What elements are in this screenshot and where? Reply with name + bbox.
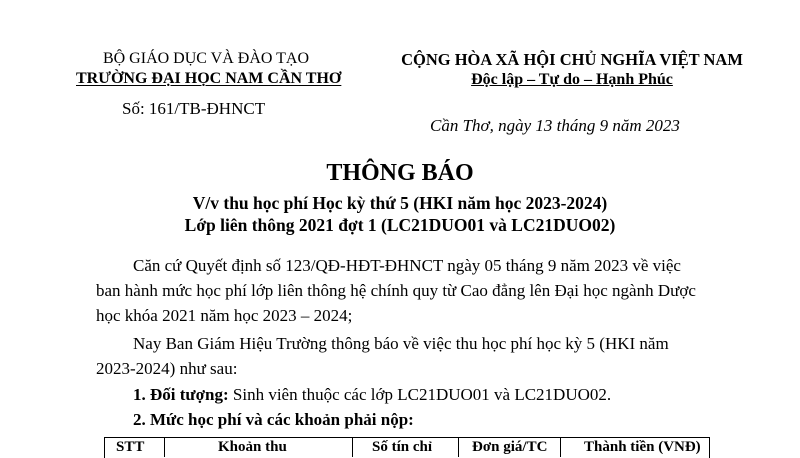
subject-line-1: V/v thu học phí Học kỳ thứ 5 (HKI năm học 2023-2024) [192,193,608,213]
item-1-target [133,385,611,405]
table-col-divider [352,437,353,457]
university-name-text: TRƯỜNG ĐẠI HỌC NAM CẦN THƠ [76,70,342,87]
place-date: Cần Thơ, ngày 13 tháng 9 năm 2023 [430,116,680,135]
table-header-credits: Số tín chỉ [372,439,433,455]
paragraph-2-line-1: Nay Ban Giám Hiệu Trường thông báo về việc thu học phí học kỳ 5 (HKI năm [133,334,669,353]
university-name [76,70,342,88]
nation-title: CỘNG HÒA XÃ HỘI CHỦ NGHĨA VIỆT NAM [401,50,743,69]
national-motto [432,71,712,89]
document-title: THÔNG BÁO [326,160,474,186]
item-2-fees-heading: 2. Mức học phí và các khoản phải nộp: [133,410,414,429]
table-col-divider [560,437,561,457]
table-col-divider [458,437,459,457]
document-number: Số: 161/TB-ĐHNCT [122,99,266,118]
ministry-name: BỘ GIÁO DỤC VÀ ĐÀO TẠO [102,50,310,67]
paragraph-1-line-1: Căn cứ Quyết định số 123/QĐ-HĐT-ĐHNCT ngày 05 tháng 9 năm 2023 về việc [133,256,681,275]
subject-line-2: Lớp liên thông 2021 đợt 1 (LC21DUO01 và LC21DUO02) [184,215,616,235]
item-1-text: Sinh viên thuộc các lớp LC21DUO01 và LC21DUO02. [228,385,612,404]
paragraph-1-line-3: học khóa 2021 năm học 2023 – 2024; [96,306,353,325]
table-header-amount: Thành tiền (VNĐ) [584,439,701,455]
item-1-label: 1. Đối tượng: [133,385,229,404]
paragraph-1-line-2: ban hành mức học phí lớp liên thông hệ chính quy từ Cao đẳng lên Đại học ngành Dược [96,281,696,300]
table-header-stt: STT [116,439,145,455]
table-header-item: Khoản thu [218,439,287,455]
paragraph-2-line-2: 2023-2024) như sau: [96,359,238,378]
national-motto-text: Độc lập – Tự do – Hạnh Phúc [471,71,673,88]
table-col-divider [164,437,165,457]
table-header-unit-price: Đơn giá/TC [472,439,548,455]
